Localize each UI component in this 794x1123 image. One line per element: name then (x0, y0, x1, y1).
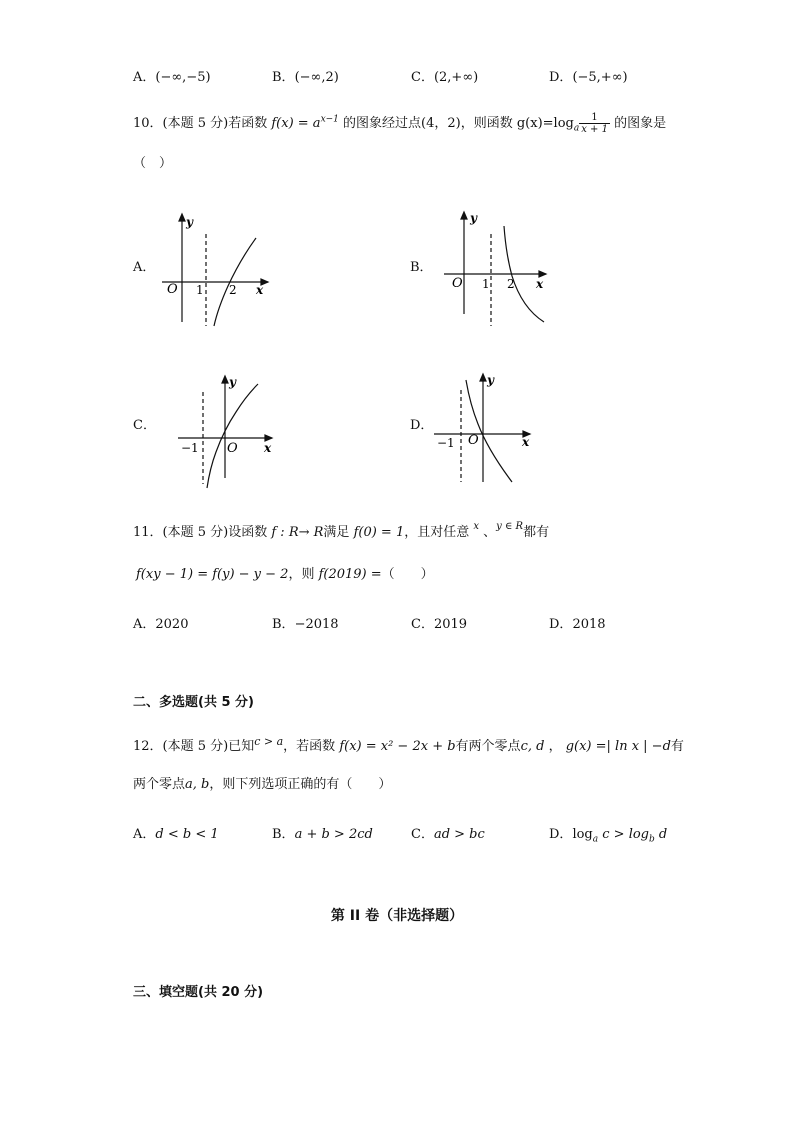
y-axis-arrow (222, 376, 228, 383)
option-sub-a: a (592, 834, 599, 845)
origin-label: O (452, 276, 463, 291)
y-axis-arrow (461, 212, 467, 219)
q11-cond: f(0) = 1 (353, 525, 405, 540)
q12-line2-rest: ，则下列选项正确的有（ ） (209, 777, 392, 792)
q12-zeros1: c, d (520, 739, 545, 754)
tick-label-1: 1 (196, 283, 204, 297)
q12-option-d (549, 823, 667, 845)
option-text: (−∞,−5) (155, 70, 211, 85)
option-text: ad > bc (433, 827, 485, 842)
q10-frac-den: x + 1 (581, 124, 608, 135)
q10-graph-b (440, 206, 560, 330)
q12-prefix: 12．(本题 5 分)已知 (133, 739, 255, 754)
q11-func: f : R→ R (271, 525, 324, 540)
function-curve (207, 384, 258, 488)
section-title-multiple-choice: 二、多选题(共 5 分) (133, 695, 254, 710)
option-text: (2,+∞) (433, 70, 479, 85)
q12-option-b (272, 823, 373, 842)
q9-option-d (549, 66, 628, 85)
x-axis-label: x (536, 277, 544, 291)
q11-mid: 满足 (323, 525, 354, 540)
section-title-fill-in: 三、填空题(共 20 分) (133, 985, 264, 1000)
option-label: D． (549, 827, 573, 842)
option-label: D． (549, 617, 573, 632)
option-label: C． (411, 617, 434, 632)
option-end: d (654, 827, 668, 842)
option-text: log (572, 827, 593, 842)
q12-line2-prefix: 两个零点 (133, 777, 186, 792)
option-label: D． (549, 70, 573, 85)
tick-label-1: −1 (437, 436, 455, 450)
q11-equation: f(xy − 1) = f(y) − y − 2 (136, 567, 289, 582)
q12-stem-line1 (133, 735, 684, 754)
q10-fraction (579, 112, 610, 135)
q11-option-a (133, 613, 188, 632)
y-axis-arrow (179, 214, 185, 221)
q10-answer-paren: （ ） (133, 156, 173, 171)
option-text: 2018 (572, 617, 606, 632)
tick-label-1: −1 (181, 441, 199, 455)
q12-g-expr: g(x) =| ln x | −d (565, 739, 671, 754)
q9-option-b (272, 66, 339, 85)
option-mid: c > log (598, 827, 650, 842)
q9-option-a (133, 66, 211, 85)
q11-answer-paren: （ ） (381, 567, 434, 582)
q11-rest: ，且对任意 (404, 525, 474, 540)
q10-mid: 的图象经过点(4，2)，则函数 g(x)=log (338, 116, 574, 131)
y-axis-label: y (229, 375, 236, 389)
option-text: −2018 (294, 617, 339, 632)
option-label: A． (133, 827, 156, 842)
q11-var-y: y ∈ R (496, 521, 524, 532)
q10-graph-c (172, 372, 292, 492)
q11-stem-line2 (136, 563, 434, 582)
q11-ask: f(2019) = (318, 567, 382, 582)
q10-option-d-label: D． (410, 418, 434, 433)
option-text: (−∞,2) (294, 70, 339, 85)
q10-frac-num: 1 (579, 112, 610, 124)
tick-label-2: 2 (229, 283, 237, 297)
tick-label-1: 1 (482, 277, 490, 291)
q10-option-c-label: C． (133, 418, 156, 433)
q12-zeros2: a, b (185, 777, 210, 792)
q10-log-base: a (573, 123, 580, 134)
q11-sep: 、 (479, 525, 497, 540)
option-text: d < b < 1 (155, 827, 219, 842)
q10-f-expr: f(x) = a (271, 116, 321, 131)
q12-cond: c > a (254, 735, 284, 748)
x-axis-label: x (256, 283, 264, 297)
y-axis-label: y (186, 215, 193, 229)
q11-stem-line1 (133, 521, 549, 540)
option-label: B． (272, 827, 295, 842)
q10-option-a-label: A． (133, 260, 156, 275)
origin-label: O (468, 433, 479, 448)
q12-option-c (411, 823, 485, 842)
q11-option-d (549, 613, 606, 632)
x-axis-label: x (264, 441, 272, 455)
q10-graph-a (158, 210, 278, 330)
part-ii-title: 第 II 卷（非选择题） (330, 908, 464, 924)
q11-line2-mid: ，则 (288, 567, 319, 582)
option-sub-b: b (649, 834, 655, 845)
option-text: 2020 (155, 617, 189, 632)
q10-f-exp: x−1 (320, 114, 339, 125)
option-text: (−5,+∞) (572, 70, 628, 85)
y-axis-label: y (470, 211, 477, 225)
q12-mid3: ， (544, 739, 566, 754)
q11-option-b (272, 613, 339, 632)
q12-end1: 有 (670, 739, 684, 754)
function-curve (466, 380, 512, 482)
q10-option-b-label: B． (410, 260, 433, 275)
option-label: B． (272, 70, 295, 85)
q10-graph-d (430, 368, 550, 488)
q11-var-x: x (473, 521, 479, 532)
option-label: B． (272, 617, 295, 632)
option-label: C． (411, 827, 434, 842)
origin-label: O (167, 282, 178, 297)
q11-prefix: 11．(本题 5 分)设函数 (133, 525, 272, 540)
q10-stem (133, 112, 666, 135)
tick-label-2: 2 (507, 277, 515, 291)
q11-option-c (411, 613, 467, 632)
option-label: A． (133, 617, 156, 632)
q10-prefix: 10．(本题 5 分)若函数 (133, 116, 272, 131)
q12-stem-line2 (133, 773, 391, 792)
option-text: a + b > 2cd (294, 827, 373, 842)
option-label: A． (133, 70, 156, 85)
y-axis-label: y (487, 373, 494, 387)
option-text: 2019 (433, 617, 468, 632)
q12-f-expr: f(x) = x² − 2x + b (339, 739, 456, 754)
origin-label: O (227, 441, 238, 456)
option-label: C． (411, 70, 434, 85)
q9-option-c (411, 66, 478, 85)
q10-suffix: 的图象是 (609, 116, 667, 131)
q12-mid2: 有两个零点 (455, 739, 521, 754)
q12-mid1: ，若函数 (283, 739, 340, 754)
x-axis-label: x (522, 435, 530, 449)
q12-option-a (133, 823, 219, 842)
q11-end: 都有 (523, 525, 550, 540)
y-axis-arrow (480, 374, 486, 381)
